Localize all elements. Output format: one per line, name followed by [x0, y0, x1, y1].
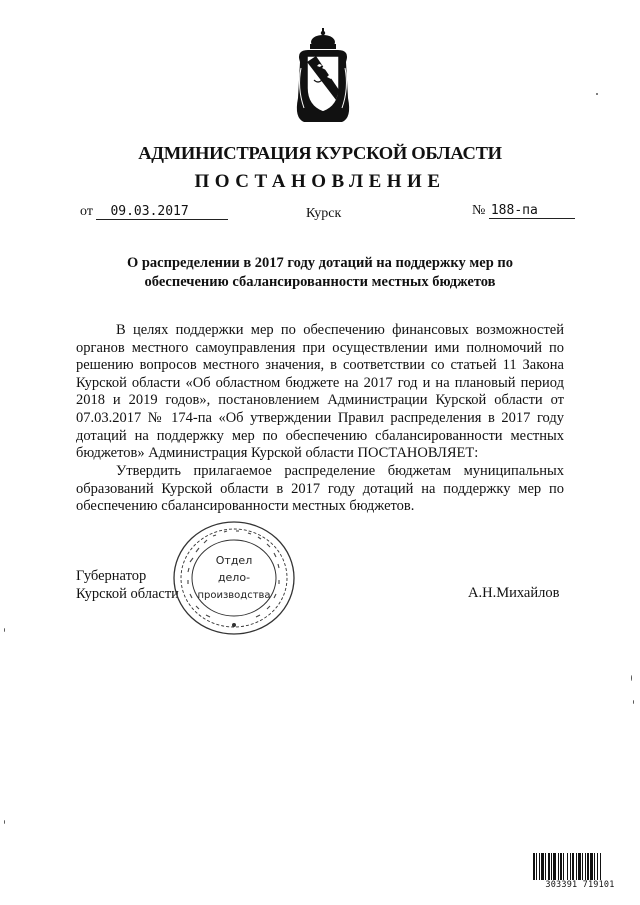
- scan-speck: [631, 675, 632, 681]
- scan-speck: [4, 820, 5, 824]
- barcode-number: 303391 719101: [531, 880, 629, 890]
- stamp-icon: [170, 518, 298, 638]
- body-paragraph-2: Утвердить прилагаемое распределение бюджетам муниципальных образований Курской области в 2017 году дотаций на поддержку мер по обеспечению сбалансированности местных бюджетов.: [76, 463, 564, 515]
- document-type-title: ПОСТАНОВЛЕНИЕ: [194, 171, 446, 192]
- coat-of-arms-icon: [292, 28, 354, 126]
- document-subject: [100, 254, 540, 292]
- signatory-title-line-1: Губернатор: [76, 568, 147, 584]
- date-prefix: от: [80, 204, 93, 219]
- body-paragraph-1: В целях поддержки мер по обеспечению финансовых возможностей органов местного самоуправления при осуществлении ими полномочий по решению вопросов местного значения, в соответствии со статьей 11 Закона Курской области «Об областном бюджете на 2017 год и на плановый период 2018 и 2019 годов», постановлением Администрации Курской области от 07.03.2017 № 174-па «Об утверждении Правил распределения в 2017 году дотаций на поддержку мер по обеспечению сбалансированности местных бюджетов» Администрация Курской области ПОСТАНОВЛЯЕТ:: [76, 322, 564, 462]
- date-value: 09.03.2017: [96, 204, 228, 220]
- city-label: Курск: [306, 206, 342, 221]
- number-value: 188-па: [489, 203, 575, 219]
- signatory-title-line-2: Курской области: [76, 585, 179, 602]
- subject-line-2: обеспечению сбалансированности местных бюджетов: [144, 274, 496, 290]
- number-prefix: №: [472, 203, 486, 218]
- signatory-name: А.Н.Михайлов: [468, 585, 560, 601]
- signatory-title: [76, 568, 179, 603]
- stamp-line-2: дело-: [217, 571, 251, 584]
- stamp-line-1: Отдел: [215, 554, 253, 567]
- scan-speck: [596, 93, 598, 95]
- stamp-line-3: производства: [197, 590, 271, 601]
- subject-line-1: О распределении в 2017 году дотаций на поддержку мер по: [126, 255, 514, 271]
- scan-speck: [4, 628, 5, 632]
- date-field: [80, 204, 228, 220]
- organization-title: АДМИНИСТРАЦИЯ КУРСКОЙ ОБЛАСТИ: [138, 143, 502, 163]
- number-field: [472, 203, 575, 219]
- scan-speck: [633, 700, 634, 704]
